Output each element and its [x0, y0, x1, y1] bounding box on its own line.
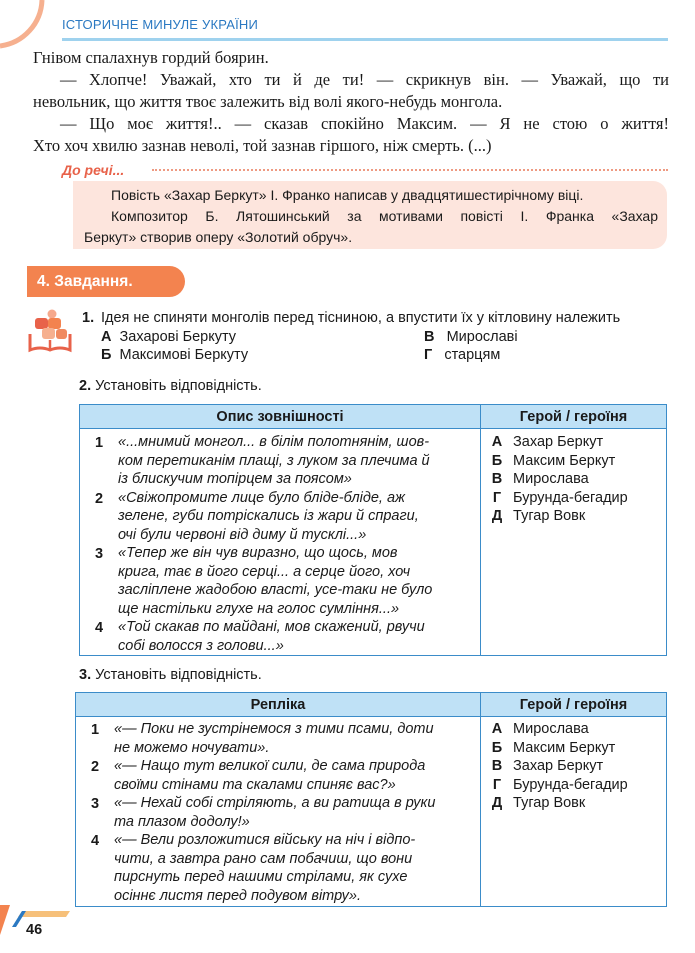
q2-items-cell: [80, 429, 481, 656]
q3-prompt: 3. Установіть відповідність.: [79, 667, 262, 683]
book-icon: [26, 308, 74, 354]
page-number: 46: [26, 922, 43, 938]
note-dotted-rule: [152, 169, 668, 171]
note-title: До речі...: [62, 162, 125, 178]
running-header: ІСТОРИЧНЕ МИНУЛЕ УКРАЇНИ: [62, 17, 259, 32]
q3-hero-d: Г Бурунда-бегадир: [492, 776, 628, 793]
note-line-2: Композитор Б. Лятошинський за мотивами повісті І. Франка «Захар: [111, 208, 658, 224]
q3-col-hero: Герой / героїня: [481, 693, 667, 717]
q2-hero-d: Г Бурунда-бегадир: [492, 489, 628, 506]
q3-item-1: 1 «— Поки не зустрінемося з тими псами, доти не можемо ночувати».: [90, 721, 434, 756]
q3-hero-c: В Захар Беркут: [491, 758, 604, 774]
q1-option-c[interactable]: В Мирославі: [424, 329, 518, 345]
q1-option-a[interactable]: А Захарові Беркуту: [101, 329, 237, 345]
q2-hero-a: А Захар Беркут: [491, 434, 604, 450]
q1-option-d[interactable]: Г старцям: [424, 347, 501, 363]
q2-prompt: 2. Установіть відповідність.: [79, 378, 262, 394]
q2-item-3: 3 «Тепер же він чув виразно, що щось, мов крига, тає в його серці... а серце його, хоч засліплене жадобою власті, усе-таки не було ще настільки глухе на голос сумління...»: [94, 545, 433, 617]
q3-heroes-cell: [481, 717, 667, 907]
note-line-1: Повість «Захар Беркут» І. Франко написав у двадцятишестирічному віці.: [111, 187, 584, 203]
q1-number: 1.: [82, 310, 95, 326]
q1-option-b[interactable]: Б Максимові Беркуту: [101, 347, 249, 363]
q2-table: [79, 404, 667, 656]
q3-hero-b: Б Максим Беркут: [491, 739, 616, 756]
header-rule: [62, 38, 668, 41]
note-line-3: Беркут» створив оперу «Золотий обруч».: [84, 229, 353, 245]
q2-hero-c: В Мирослава: [491, 471, 589, 487]
q2-heroes-cell: [481, 429, 667, 656]
story-line-1: Гнівом спалахнув гордий боярин.: [33, 48, 269, 67]
q3-items-cell: [76, 717, 481, 907]
section-badge: 4. Завдання.: [27, 266, 185, 297]
story-line-4: — Що моє життя!.. — сказав спокійно Максим. — Я не стою о життя!: [60, 114, 669, 133]
q3-table: [75, 692, 667, 907]
q2-item-4: 4 «Той скакав по майдані, мов скажений, рвучи собі волосся з голови...»: [94, 619, 425, 654]
q2-item-1: 1 «...мнимий монгол... в білім полотнянім, шов- ком перетиканім плащі, з луком за плечима й із блискучим топірцем за поясом»: [94, 434, 430, 487]
q2-hero-b: Б Максим Беркут: [491, 452, 616, 469]
q2-item-2: 2 «Свіжопромите лице було бліде-бліде, аж зелене, губи потріскались із жари й спраги, очі були червоні від диму й тусклі...»: [94, 489, 419, 543]
q3-item-2: 2 «— Нащо тут великої сили, де сама природа своїми стінами та скалами спиняє вас?»: [90, 758, 426, 793]
story-line-5: Хто хоч хвилю зазнав неволі, той зазнав гіршого, ніж смерть. (...): [33, 136, 492, 155]
story-line-2: — Хлопче! Уважай, хто ти й де ти! — скрикнув він. — Уважай, що ти: [60, 70, 669, 89]
q3-item-3: 3 «— Нехай собі стріляють, а ви ратища в руки та плазом додолу!»: [90, 795, 436, 830]
q3-item-4: 4 «— Вели розложитися війську на ніч і відпо- чити, а завтра рано сам побачиш, що вони пирснуть перед нашими стрілами, як сухе осіннє листя перед подувом вітру».: [90, 832, 416, 904]
q2-col-hero: Герой / героїня: [481, 405, 667, 429]
story-line-3: невольник, що життя твоє залежить від волі якого-небудь монгола.: [33, 92, 503, 111]
q3-hero-a: А Мирослава: [491, 721, 589, 737]
q2-hero-e: Д Тугар Вовк: [491, 508, 586, 524]
q1-text: Ідея не спиняти монголів перед тісниною, а впустити їх у кітловину належить: [101, 310, 621, 326]
q3-hero-e: Д Тугар Вовк: [491, 795, 586, 811]
q2-col-description: Опис зовнішності: [80, 405, 481, 429]
q3-col-reply: Репліка: [76, 693, 481, 717]
